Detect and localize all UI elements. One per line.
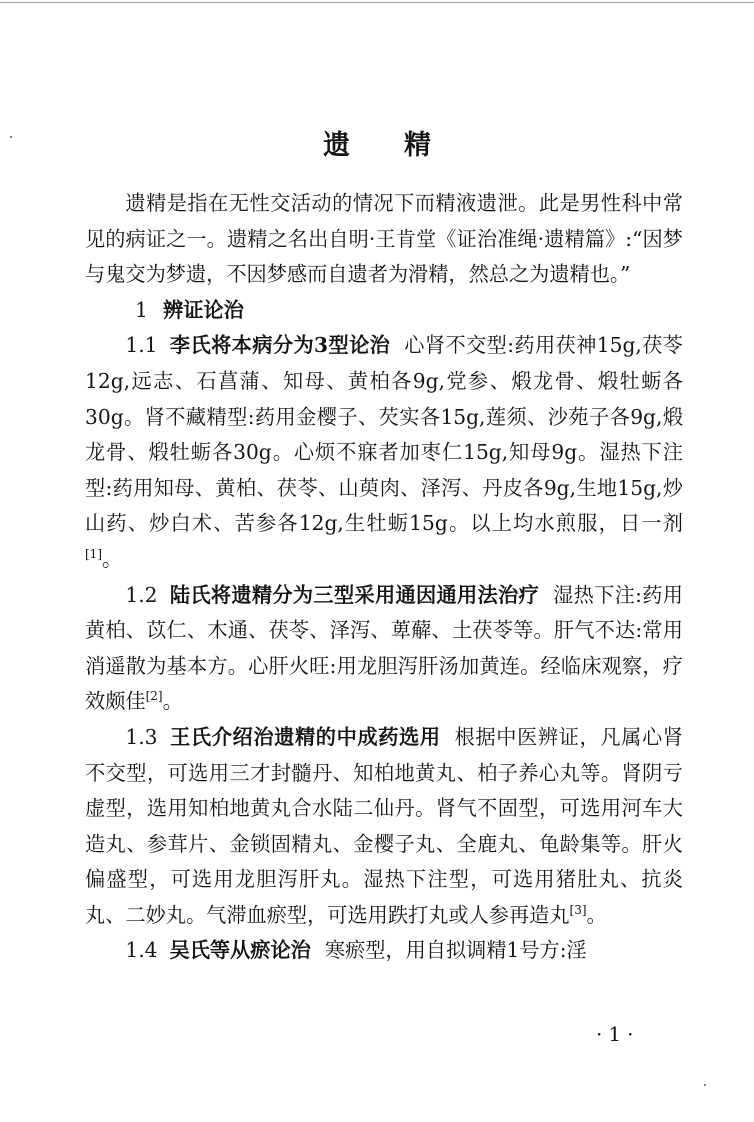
body-text [85, 186, 683, 969]
page-number: ·1· [596, 1022, 640, 1046]
subsection-text: 根据中医辨证，凡属心肾不交型，可选用三才封髓丹、知柏地黄丸、柏子养心丸等。肾阴亏虚型，选用知柏地黄丸合水陆二仙丹。肾气不固型，可选用河车大造丸、参茸片、金锁固精丸、金樱子丸、全鹿丸、龟龄集等。肝火偏盛型，可选用龙胆泻肝丸。湿热下注型，可选用猪肚丸、抗炎丸、二妙丸。气滞血瘀型，可选用跌打丸或人参再造丸 [85, 724, 683, 927]
citation-ref: [1] [85, 546, 102, 561]
section-heading [85, 293, 683, 329]
scan-speck [10, 136, 12, 138]
subsection-1-4 [85, 933, 683, 969]
chapter-title [0, 128, 754, 164]
scan-speck [704, 1084, 706, 1086]
subsection-title: 吴氏等从瘀论治 [169, 938, 311, 963]
subsection-1-1 [85, 328, 683, 577]
subsection-1-3 [85, 720, 683, 934]
section-number: 1 [135, 297, 148, 322]
citation-ref: [3] [569, 902, 587, 917]
section-title: 辨证论治 [163, 297, 244, 322]
subsection-title: 王氏介绍治遗精的中成药选用 [169, 724, 441, 749]
subsection-title: 李氏将本病分为3型论治 [169, 333, 391, 358]
sentence-end: 。 [586, 902, 607, 927]
subsection-number: 1.1 [125, 333, 158, 358]
subsection-number: 1.4 [125, 938, 158, 963]
subsection-1-2 [85, 578, 683, 720]
subsection-text: 心肾不交型:药用茯神15g,茯苓12g,远志、石菖蒲、知母、黄柏各9g,党参、煅龙骨、煅牡蛎各30g。肾不藏精型:药用金樱子、芡实各15g,莲须、沙苑子各9g,煅龙骨、煅牡蛎各30g。心烦不寐者加枣仁15g,知母9g。湿热下注型:药用知母、黄柏、茯苓、山萸肉、泽泻、丹皮各9g,生地15g,炒山药、炒白术、苦参各12g,生牡蛎15g。以上均水煎服，日一剂 [85, 333, 683, 536]
top-edge-rule [0, 2, 754, 3]
subsection-number: 1.2 [125, 582, 158, 607]
subsection-text: 湿热下注:药用黄柏、苡仁、木通、茯苓、泽泻、萆薢、土茯苓等。肝气不达:常用消遥散为基本方。心肝火旺:用龙胆泻肝汤加黄连。经临床观察，疗效颇佳 [85, 582, 683, 714]
sentence-end: 。 [162, 689, 183, 714]
sentence-end: 。 [102, 546, 123, 571]
subsection-title: 陆氏将遗精分为三型采用通因通用法治疗 [169, 582, 540, 607]
chapter-title-char-2: 精 [404, 130, 431, 161]
subsection-text: 寒瘀型，用自拟调精1号方:淫 [324, 938, 587, 963]
chapter-title-char-1: 遗 [323, 130, 350, 161]
subsection-number: 1.3 [125, 724, 158, 749]
intro-paragraph: 遗精是指在无性交活动的情况下而精液遗泄。此是男性科中常见的病证之一。遗精之名出自明·王肯堂《证治准绳·遗精篇》:“因梦与鬼交为梦遗，不因梦感而自遗者为滑精，然总之为遗精也。” [85, 191, 683, 287]
citation-ref: [2] [145, 689, 163, 704]
